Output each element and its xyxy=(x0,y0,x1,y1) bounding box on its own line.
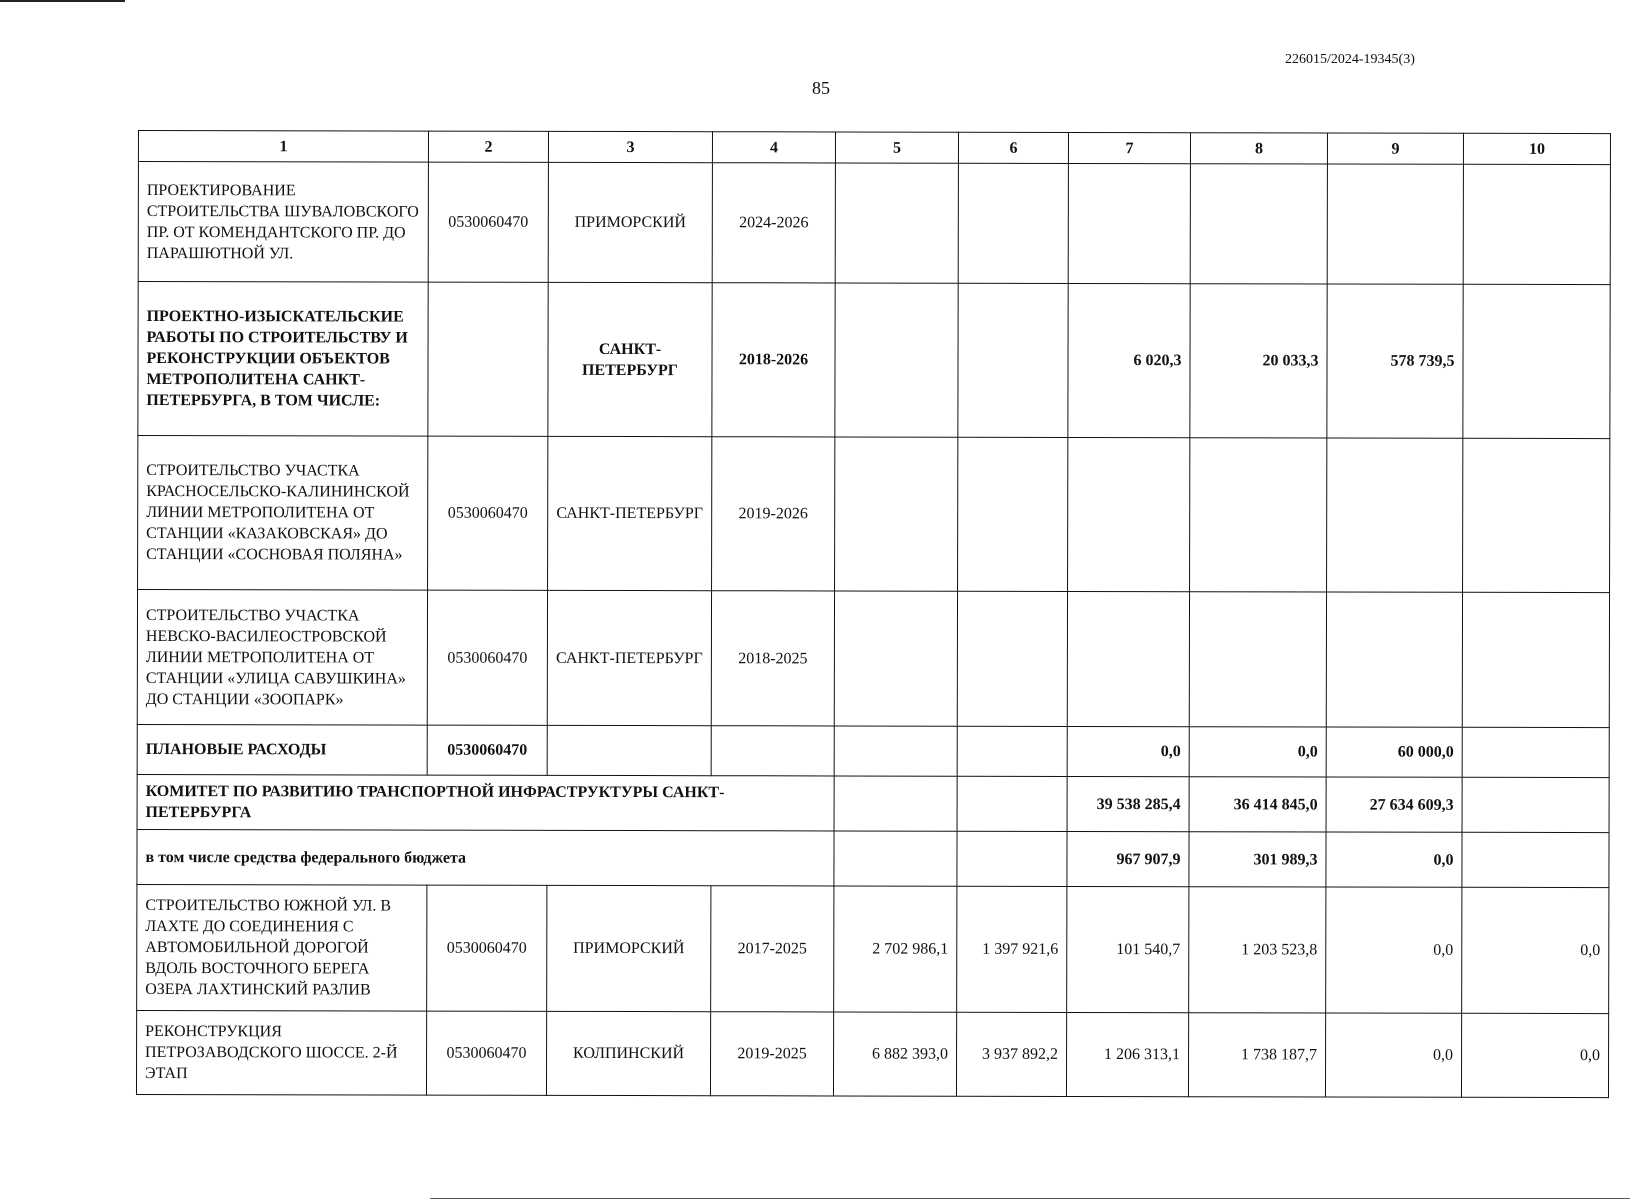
row-col7 xyxy=(1068,163,1190,283)
row-period: 2018-2026 xyxy=(712,283,835,437)
row-col7: 967 907,9 xyxy=(1067,831,1189,886)
row-code: 0530060470 xyxy=(426,1011,546,1095)
table-row-committee xyxy=(137,774,1609,832)
row-name: КОМИТЕТ ПО РАЗВИТИЮ ТРАНСПОРТНОЙ ИНФРАСТРУКТУРЫ САНКТ-ПЕТЕРБУРГА xyxy=(137,774,834,830)
row-col5 xyxy=(834,776,957,831)
row-col10 xyxy=(1462,832,1609,887)
row-district: ПРИМОРСКИЙ xyxy=(547,885,711,1011)
row-name: СТРОИТЕЛЬСТВО УЧАСТКА КРАСНОСЕЛЬСКО-КАЛИНИНСКОЙ ЛИНИИ МЕТРОПОЛИТЕНА ОТ СТАНЦИИ «КАЗАКОВСКАЯ» ДО СТАНЦИИ «СОСНОВАЯ ПОЛЯНА» xyxy=(138,436,428,591)
row-col6 xyxy=(957,831,1067,886)
row-col8 xyxy=(1190,164,1327,284)
row-col8: 0,0 xyxy=(1189,727,1326,777)
row-col8 xyxy=(1190,438,1327,592)
row-col5 xyxy=(834,726,957,776)
row-col6 xyxy=(957,726,1067,776)
row-col6: 3 937 892,2 xyxy=(956,1012,1066,1096)
row-col6 xyxy=(957,591,1067,726)
table-row xyxy=(137,884,1609,1013)
row-period: 2019-2025 xyxy=(710,1012,833,1096)
column-header: 8 xyxy=(1190,133,1327,164)
row-name: ПРОЕКТИРОВАНИЕ СТРОИТЕЛЬСТВА ШУВАЛОВСКОГО ПР. ОТ КОМЕНДАНТСКОГО ПР. ДО ПАРАШЮТНОЙ УЛ. xyxy=(138,162,428,283)
row-col8: 1 203 523,8 xyxy=(1189,887,1326,1013)
row-col6 xyxy=(958,437,1068,591)
row-col9: 0,0 xyxy=(1326,832,1462,887)
table-row xyxy=(137,724,1609,777)
row-col10: 0,0 xyxy=(1461,1013,1608,1097)
page-number: 85 xyxy=(812,78,830,98)
document-number: 226015/2024-19345(3) xyxy=(1285,52,1415,67)
row-period: 2024-2026 xyxy=(712,163,835,283)
row-col10 xyxy=(1462,592,1609,727)
row-col9: 60 000,0 xyxy=(1326,727,1462,777)
table-row xyxy=(137,590,1609,728)
column-header: 6 xyxy=(958,132,1068,163)
row-col7: 6 020,3 xyxy=(1068,283,1190,437)
row-period xyxy=(711,726,834,776)
budget-table xyxy=(136,130,1611,1098)
row-code: 0530060470 xyxy=(427,725,547,775)
row-col7: 39 538 285,4 xyxy=(1067,776,1189,831)
row-col5: 2 702 986,1 xyxy=(834,886,957,1012)
table-row xyxy=(138,282,1610,439)
column-header: 7 xyxy=(1068,132,1190,163)
row-col5 xyxy=(835,163,958,283)
row-col9: 578 739,5 xyxy=(1327,284,1463,438)
row-col5 xyxy=(834,591,957,726)
row-code: 0530060470 xyxy=(427,590,547,725)
row-col10 xyxy=(1463,164,1610,284)
row-name: СТРОИТЕЛЬСТВО ЮЖНОЙ УЛ. В ЛАХТЕ ДО СОЕДИНЕНИЯ С АВТОМОБИЛЬНОЙ ДОРОГОЙ ВДОЛЬ ВОСТОЧНОГО БЕРЕГА ОЗЕРА ЛАХТИНСКИЙ РАЗЛИВ xyxy=(137,884,427,1011)
row-col7: 1 206 313,1 xyxy=(1066,1012,1188,1096)
bottom-rule xyxy=(430,1198,1630,1199)
row-district: САНКТ-ПЕТЕРБУРГ xyxy=(548,282,712,436)
row-col10 xyxy=(1462,777,1609,832)
row-col6: 1 397 921,6 xyxy=(957,886,1067,1012)
row-col8: 36 414 845,0 xyxy=(1189,777,1326,832)
row-name: РЕКОНСТРУКЦИЯ ПЕТРОЗАВОДСКОГО ШОССЕ. 2-Й ЭТАП xyxy=(136,1010,426,1095)
row-col6 xyxy=(957,776,1067,831)
row-code: 0530060470 xyxy=(428,162,548,282)
column-header: 9 xyxy=(1327,133,1463,164)
table-header-row xyxy=(138,131,1610,165)
row-col6 xyxy=(958,283,1068,437)
table-row xyxy=(138,162,1610,285)
row-col9: 0,0 xyxy=(1325,1013,1461,1097)
row-district xyxy=(547,725,711,775)
row-name: ПЛАНОВЫЕ РАСХОДЫ xyxy=(137,724,427,775)
row-code: 0530060470 xyxy=(428,436,548,590)
row-col5 xyxy=(835,283,958,437)
row-col5: 6 882 393,0 xyxy=(833,1012,956,1096)
row-code: 0530060470 xyxy=(427,885,547,1011)
row-col5 xyxy=(835,437,958,591)
table-row-federal xyxy=(137,829,1609,887)
row-col9 xyxy=(1327,438,1463,592)
table-row xyxy=(136,1010,1608,1097)
column-header: 10 xyxy=(1463,133,1610,164)
row-col9: 0,0 xyxy=(1326,887,1462,1013)
column-header: 3 xyxy=(548,131,712,162)
column-header: 2 xyxy=(428,131,548,162)
row-period: 2018-2025 xyxy=(711,591,834,726)
row-col7: 101 540,7 xyxy=(1067,886,1189,1012)
row-col10 xyxy=(1462,727,1609,777)
table-row xyxy=(138,436,1610,593)
top-rule xyxy=(0,0,125,2)
row-col10 xyxy=(1463,284,1610,438)
row-col8: 301 989,3 xyxy=(1189,832,1326,887)
row-district: ПРИМОРСКИЙ xyxy=(548,162,712,282)
row-col7: 0,0 xyxy=(1067,726,1189,776)
row-period: 2017-2025 xyxy=(711,886,834,1012)
column-header: 5 xyxy=(835,132,958,163)
row-col8: 20 033,3 xyxy=(1190,284,1327,438)
row-col9 xyxy=(1326,592,1462,727)
row-name: в том числе средства федерального бюджета xyxy=(137,829,834,885)
row-col5 xyxy=(834,831,957,886)
row-name: ПРОЕКТНО-ИЗЫСКАТЕЛЬСКИЕ РАБОТЫ ПО СТРОИТЕЛЬСТВУ И РЕКОНСТРУКЦИИ ОБЪЕКТОВ МЕТРОПОЛИТЕНА САНКТ-ПЕТЕРБУРГА, В ТОМ ЧИСЛЕ: xyxy=(138,282,428,437)
row-col10 xyxy=(1463,438,1610,592)
row-col7 xyxy=(1068,437,1190,591)
row-col8 xyxy=(1189,592,1326,727)
row-col8: 1 738 187,7 xyxy=(1188,1013,1325,1097)
row-col10: 0,0 xyxy=(1462,887,1609,1013)
row-district: САНКТ-ПЕТЕРБУРГ xyxy=(548,436,712,590)
row-col9: 27 634 609,3 xyxy=(1326,777,1462,832)
row-col6 xyxy=(958,163,1068,283)
row-col9 xyxy=(1327,164,1463,284)
row-district: КОЛПИНСКИЙ xyxy=(546,1011,710,1095)
column-header: 1 xyxy=(138,131,428,163)
row-period: 2019-2026 xyxy=(712,437,835,591)
row-col7 xyxy=(1067,591,1189,726)
row-name: СТРОИТЕЛЬСТВО УЧАСТКА НЕВСКО-ВАСИЛЕОСТРОВСКОЙ ЛИНИИ МЕТРОПОЛИТЕНА ОТ СТАНЦИИ «УЛИЦА САВУШКИНА» ДО СТАНЦИИ «ЗООПАРК» xyxy=(137,590,427,726)
column-header: 4 xyxy=(712,132,835,163)
row-code xyxy=(428,282,548,436)
row-district: САНКТ-ПЕТЕРБУРГ xyxy=(547,590,711,725)
